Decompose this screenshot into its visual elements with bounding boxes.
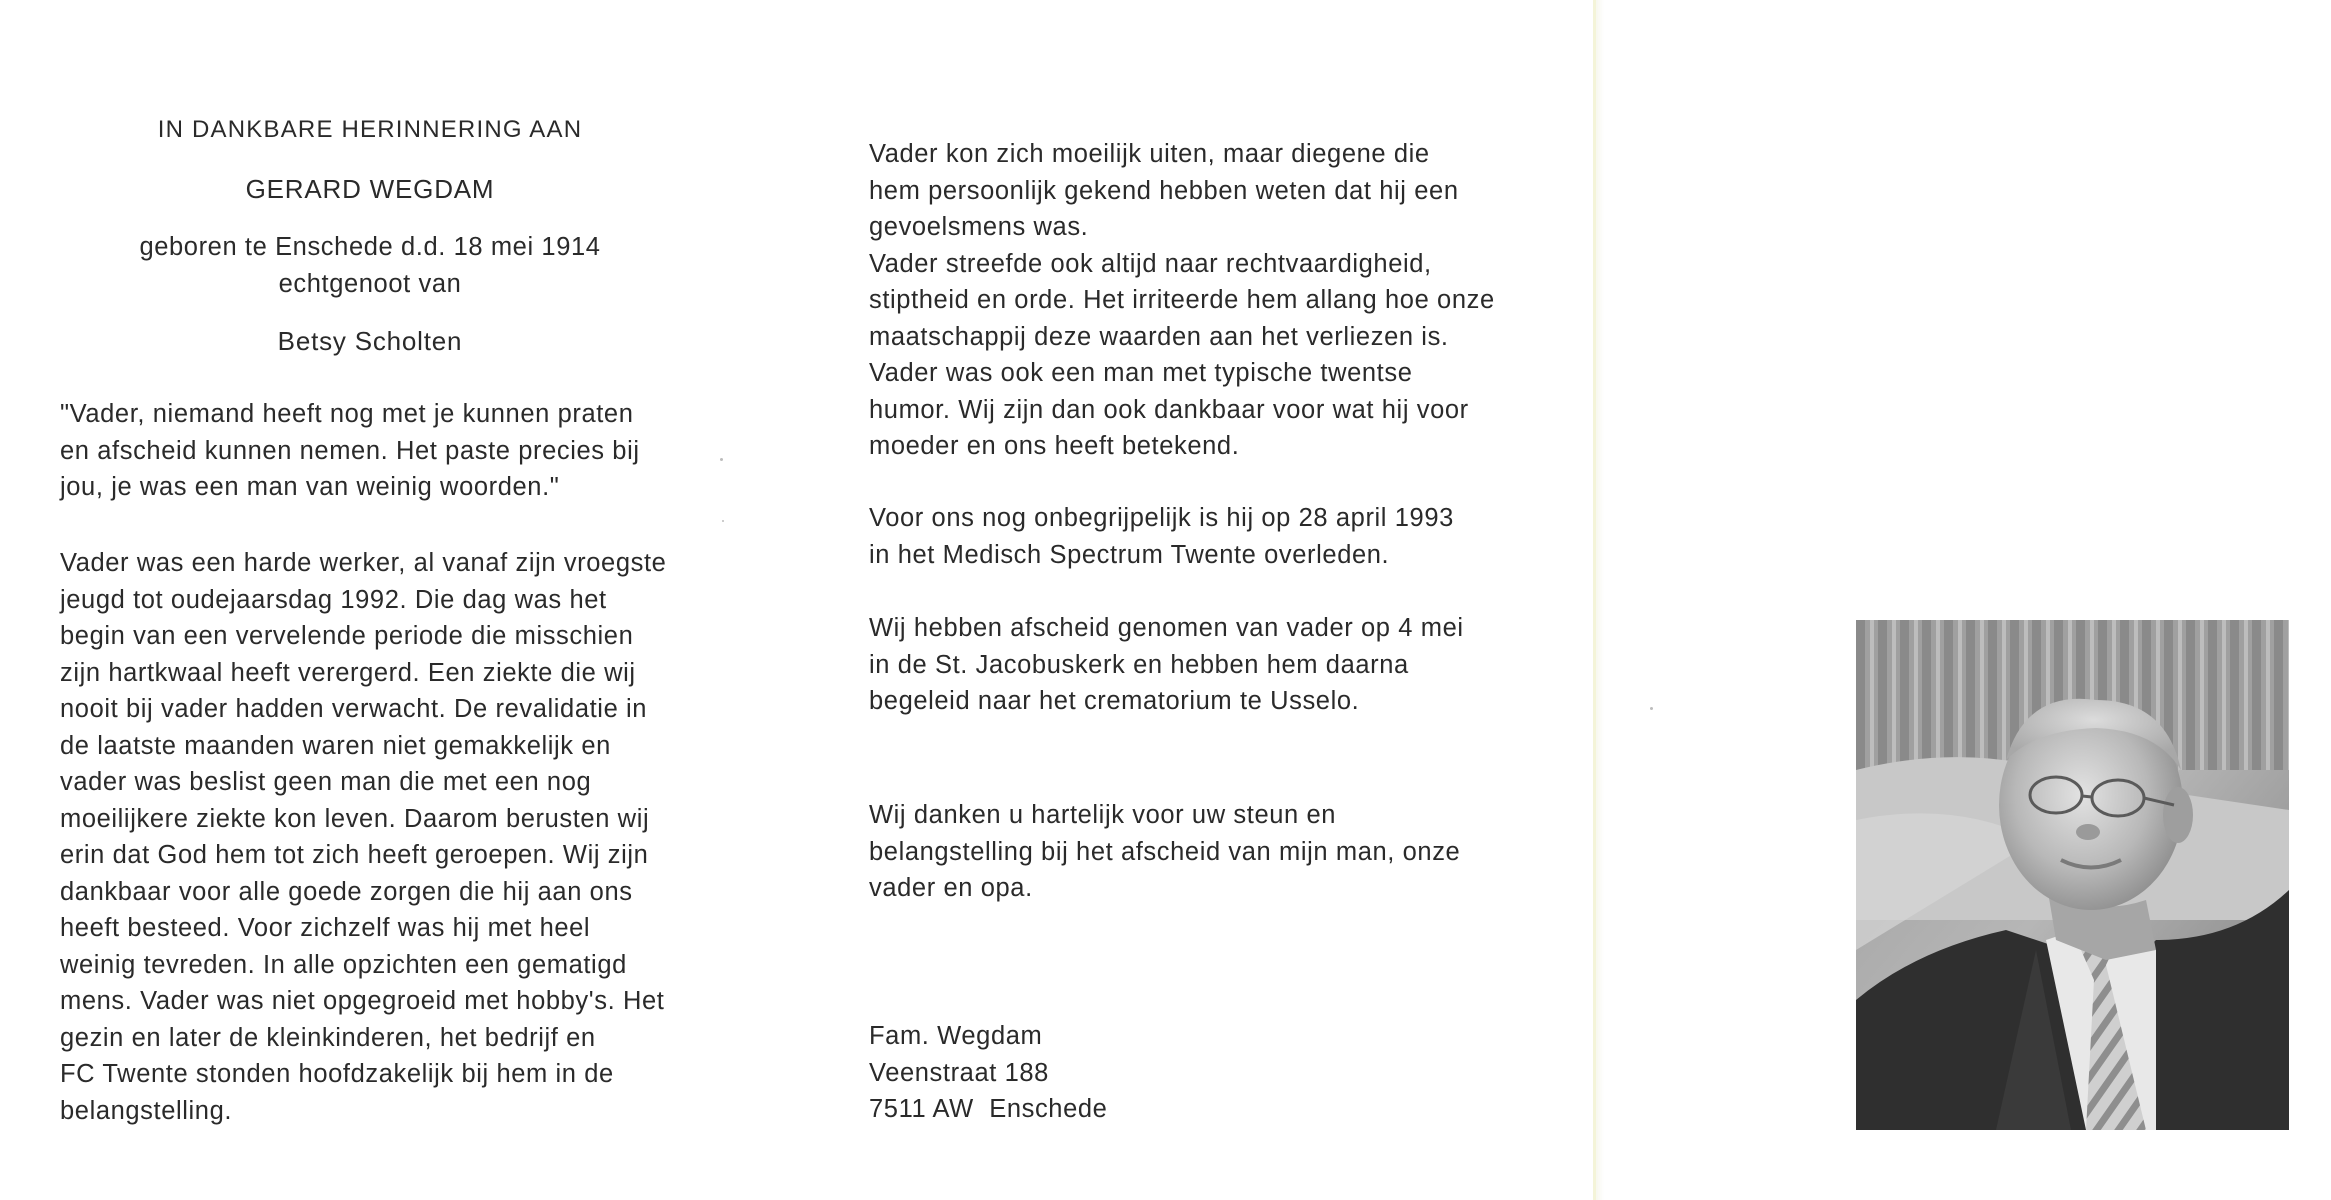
quote-line: "Vader, niemand heeft nog met je kunnen praten xyxy=(60,400,634,428)
body-line: vader was beslist geen man die met een nog xyxy=(60,768,592,796)
body-line: Voor ons nog onbegrijpelijk is hij op 28 april 1993 xyxy=(869,504,1454,532)
quote-block xyxy=(60,396,686,506)
body-line: hem persoonlijk gekend hebben weten dat hij een xyxy=(869,176,1459,205)
body-line: belangstelling. xyxy=(60,1096,233,1125)
middle-paragraph-4 xyxy=(869,797,1495,907)
body-line: humor. Wij zijn dan ook dankbaar voor wat hij voor xyxy=(869,395,1469,424)
card-fold-shadow xyxy=(1596,0,1604,1200)
body-line: begin van een vervelende periode die misschien xyxy=(60,622,634,650)
body-line: weinig tevreden. In alle opzichten een gematigd xyxy=(60,950,627,979)
body-line: heeft besteed. Voor zichzelf was hij met heel xyxy=(60,914,591,942)
body-line: Wij hebben afscheid genomen van vader op 4 mei xyxy=(869,614,1464,642)
body-line: mens. Vader was niet opgegroeid met hobby's. Het xyxy=(60,987,665,1015)
body-line: Wij danken u hartelijk voor uw steun en xyxy=(869,801,1337,829)
portrait-photo-icon xyxy=(1856,620,2289,1130)
body-line: Vader was een harde werker, al vanaf zijn vroegste xyxy=(60,549,667,577)
body-line: zijn hartkwaal heeft verergerd. Een ziekte die wij xyxy=(60,658,636,687)
body-line: moeder en ons heeft betekend. xyxy=(869,432,1240,460)
body-line: maatschappij deze waarden aan het verliezen is. xyxy=(869,322,1449,351)
quote-line: jou, je was een man van weinig woorden." xyxy=(60,473,560,501)
body-line: erin dat God hem tot zich heeft geroepen. Wij zijn xyxy=(60,841,649,869)
family-name: Fam. Wegdam xyxy=(869,1022,1043,1050)
body-line: moeilijkere ziekte kon leven. Daarom berusten wij xyxy=(60,804,650,833)
body-line: nooit bij vader hadden verwacht. De revalidatie in xyxy=(60,695,648,723)
birth-line: geboren te Enschede d.d. 18 mei 1914 xyxy=(139,233,601,261)
body-line: de laatste maanden waren niet gemakkelijk en xyxy=(60,731,611,760)
spouse-name: Betsy Scholten xyxy=(277,326,463,356)
middle-paragraph-3 xyxy=(869,610,1495,720)
middle-paragraph-1 xyxy=(869,136,1495,465)
memorial-heading: IN DANKBARE HERINNERING AAN xyxy=(157,116,583,143)
body-line: FC Twente stonden hoofdzakelijk bij hem in de xyxy=(60,1060,614,1088)
paper-speck xyxy=(722,520,724,522)
deceased-name: GERARD WEGDAM xyxy=(245,174,495,204)
body-line: gezin en later de kleinkinderen, het bedrijf en xyxy=(60,1023,596,1052)
paper-speck xyxy=(1650,707,1653,710)
portrait-photo-graphic xyxy=(1856,620,2289,1130)
body-line: begeleid naar het crematorium te Usselo. xyxy=(869,687,1360,715)
body-line: Vader streefde ook altijd naar rechtvaardigheid, xyxy=(869,249,1432,278)
body-line: jeugd tot oudejaarsdag 1992. Die dag was het xyxy=(60,585,607,614)
quote-line: en afscheid kunnen nemen. Het paste precies bij xyxy=(60,436,640,465)
family-address xyxy=(869,1018,1495,1128)
body-line: Vader was ook een man met typische twentse xyxy=(869,359,1413,387)
body-paragraph xyxy=(60,545,686,1129)
body-line: dankbaar voor alle goede zorgen die hij aan ons xyxy=(60,877,633,906)
body-line: vader en opa. xyxy=(869,874,1033,902)
address-city: 7511 AW Enschede xyxy=(869,1095,1108,1123)
spouse-of-line: echtgenoot van xyxy=(278,270,462,298)
body-line: belangstelling bij het afscheid van mijn man, onze xyxy=(869,837,1461,866)
body-line: gevoelsmens was. xyxy=(869,213,1089,241)
body-line: in het Medisch Spectrum Twente overleden. xyxy=(869,540,1390,569)
body-line: Vader kon zich moeilijk uiten, maar diegene die xyxy=(869,140,1430,168)
address-street: Veenstraat 188 xyxy=(869,1058,1049,1087)
middle-paragraph-2 xyxy=(869,500,1495,573)
paper-speck xyxy=(720,458,723,461)
body-line: in de St. Jacobuskerk en hebben hem daarna xyxy=(869,650,1409,679)
body-line: stiptheid en orde. Het irriteerde hem allang hoe onze xyxy=(869,286,1495,314)
